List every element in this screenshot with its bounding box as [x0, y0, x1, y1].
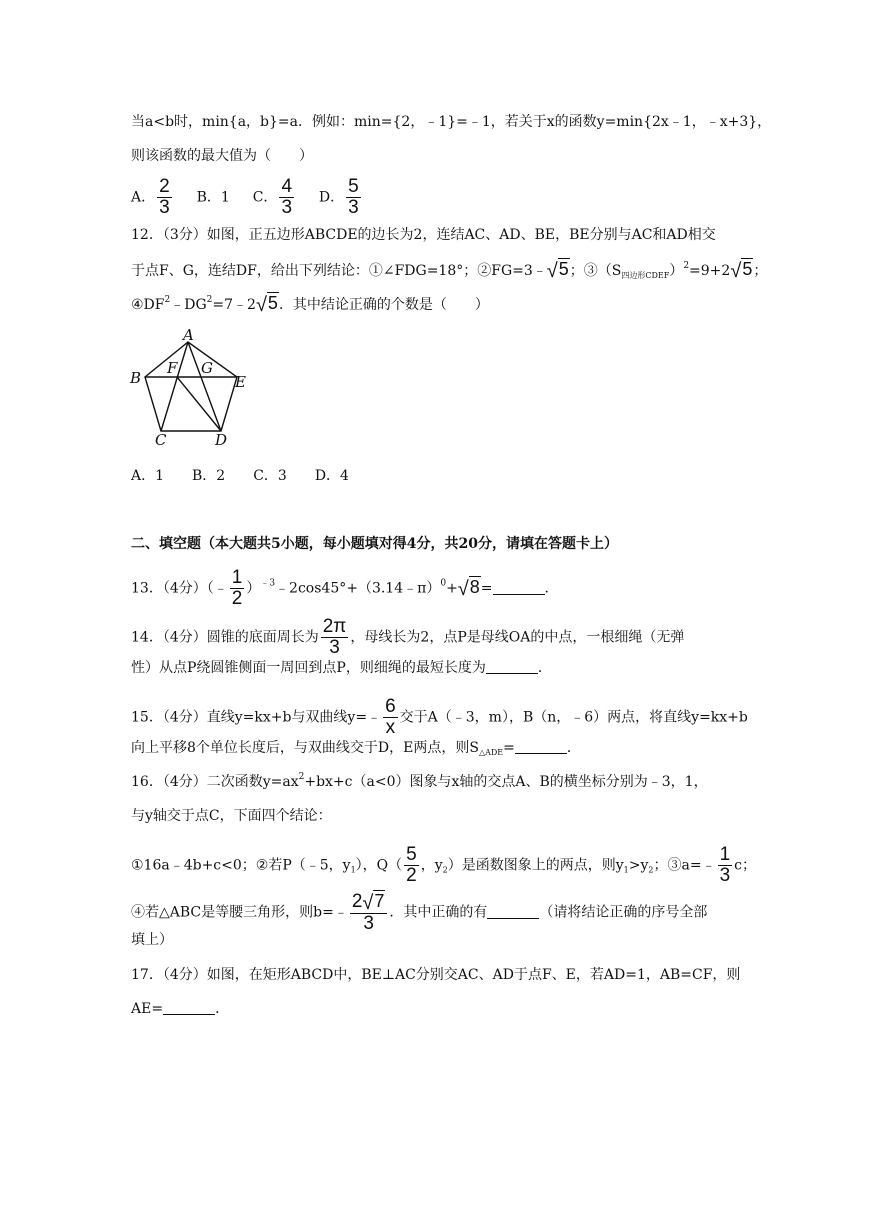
q11-option-c-fraction: $\frac{4}{3}$: [281, 176, 293, 218]
label-f: F: [167, 359, 178, 377]
sqrt5-2: √5: [730, 259, 753, 282]
sqrt5-1: √5: [546, 259, 569, 282]
q14-answer-blank[interactable]: [486, 659, 538, 674]
q16-line2: 与y轴交于点C，下面四个结论：: [131, 808, 332, 824]
q13: 13．（4分）（﹣ $\frac{1}{2}$ ）$^{﹣3}$﹣2cos45°+（3.14﹣π）$^0$+√8= ．: [131, 567, 559, 609]
label-a: A: [183, 326, 194, 344]
q11-option-d-fraction: $\frac{5}{3}$: [348, 176, 359, 218]
sqrt8: √8: [457, 576, 480, 600]
q12-options: A．1 B．2 C．3 D．4: [131, 468, 349, 484]
label-b: B: [130, 369, 142, 387]
q12-line1: 12．（3分）如图，正五边形ABCDE的边长为2，连结AC、AD、BE，BE分别与AC和AD相交: [131, 227, 716, 243]
sqrt5-3: √5: [255, 293, 278, 316]
q17-answer-blank[interactable]: [163, 1000, 215, 1015]
q17-line2: AE= ．: [131, 1001, 230, 1017]
q16-fraction-5-2: $\frac{5}{2}$: [406, 844, 417, 886]
q11-option-a-label: A．: [131, 189, 156, 206]
label-g: G: [201, 359, 213, 377]
q16-line4: ④若△ABC是等腰三角形，则b=﹣ $\frac{2√7}{3}$ ．其中正确的有 （请将结论正确的序号全部: [131, 891, 708, 934]
q14-line2: 性）从点P绕圆锥侧面一周回到点P，则细绳的最短长度为 ．: [131, 660, 552, 676]
q15-fraction: $\frac{6}{x}$: [385, 696, 396, 738]
q14-fraction: $\frac{2\pi}{3}$: [322, 616, 347, 658]
q15-answer-blank[interactable]: [515, 739, 567, 754]
q14-line1: 14．（4分）圆锥的底面周长为 $\frac{2\pi}{3}$ ，母线长为2，点P是母线OA的中点，一根细绳（无弹: [131, 616, 685, 658]
q11-option-a-fraction: $\frac{2}{3}$: [159, 176, 170, 218]
q12-line2: 于点F、G，连结DF，给出下列结论：①∠FDG=18°；②FG=3﹣√5；$③(S_{四边形CDEF})^2=9+2√5$；: [131, 259, 768, 282]
q16-fraction-1-3: $\frac{1}{3}$: [719, 844, 731, 886]
q11-option-b: B．1: [196, 189, 230, 206]
pentagon-figure: [125, 325, 255, 447]
q15-line2: 向上平移8个单位长度后，与双曲线交于D，E两点，则$S_{\triangle ADE}=$ ．: [131, 740, 581, 757]
q15-line1: 15．（4分）直线y=kx+b与双曲线y=﹣ $\frac{6}{x}$ 交于A（﹣3，m），B（n，﹣6）两点，将直线y=kx+b: [131, 696, 748, 738]
label-e: E: [235, 373, 246, 391]
q13-fraction: $\frac{1}{2}$: [231, 567, 243, 609]
q11-option-c-label: C．: [252, 189, 278, 206]
q11-options: [131, 177, 363, 218]
q11-line2: 则该函数的最大值为（ ）: [131, 148, 313, 164]
section-2-heading: 二、填空题（本大题共5小题，每小题填对得4分，共20分，请填在答题卡上）: [131, 536, 618, 552]
q12-line3: $④DF^2﹣DG^2=7﹣2√5$．其中结论正确的个数是（ ）: [131, 293, 489, 316]
q11-line1: 当a<b时，min{a，b}=a．例如：min={2，﹣1}=﹣1，若关于x的函数y=min{2x﹣1，﹣x+3}，: [131, 114, 772, 130]
q17-line1: 17．（4分）如图，在矩形ABCD中，BE⊥AC分别交AC、AD于点F、E，若AD=1，AB=CF，则: [131, 967, 741, 983]
q16-fraction-2sqrt7-3: $\frac{2√7}{3}$: [350, 891, 388, 934]
q16-line5: 填上）: [131, 932, 173, 948]
q11-option-d-label: D．: [318, 189, 345, 206]
q13-answer-blank[interactable]: [493, 580, 545, 595]
label-c: C: [155, 431, 167, 447]
q16-line3: ①16a﹣4b+c<0；②若P（﹣5，$y_1$），Q（ $\frac{5}{2}$ ，$y_2$）是函数图象上的两点，则$y_1>y_2$；③a=﹣ $\frac{1}{3}$ c；: [131, 844, 756, 886]
q16-line1: 16．（4分）二次函数$y=ax^2+bx+c(a<0)$图象与x轴的交点A、B的横坐标分别为﹣3，1，: [131, 772, 708, 790]
label-d: D: [215, 431, 228, 447]
q16-answer-blank[interactable]: [487, 904, 539, 919]
